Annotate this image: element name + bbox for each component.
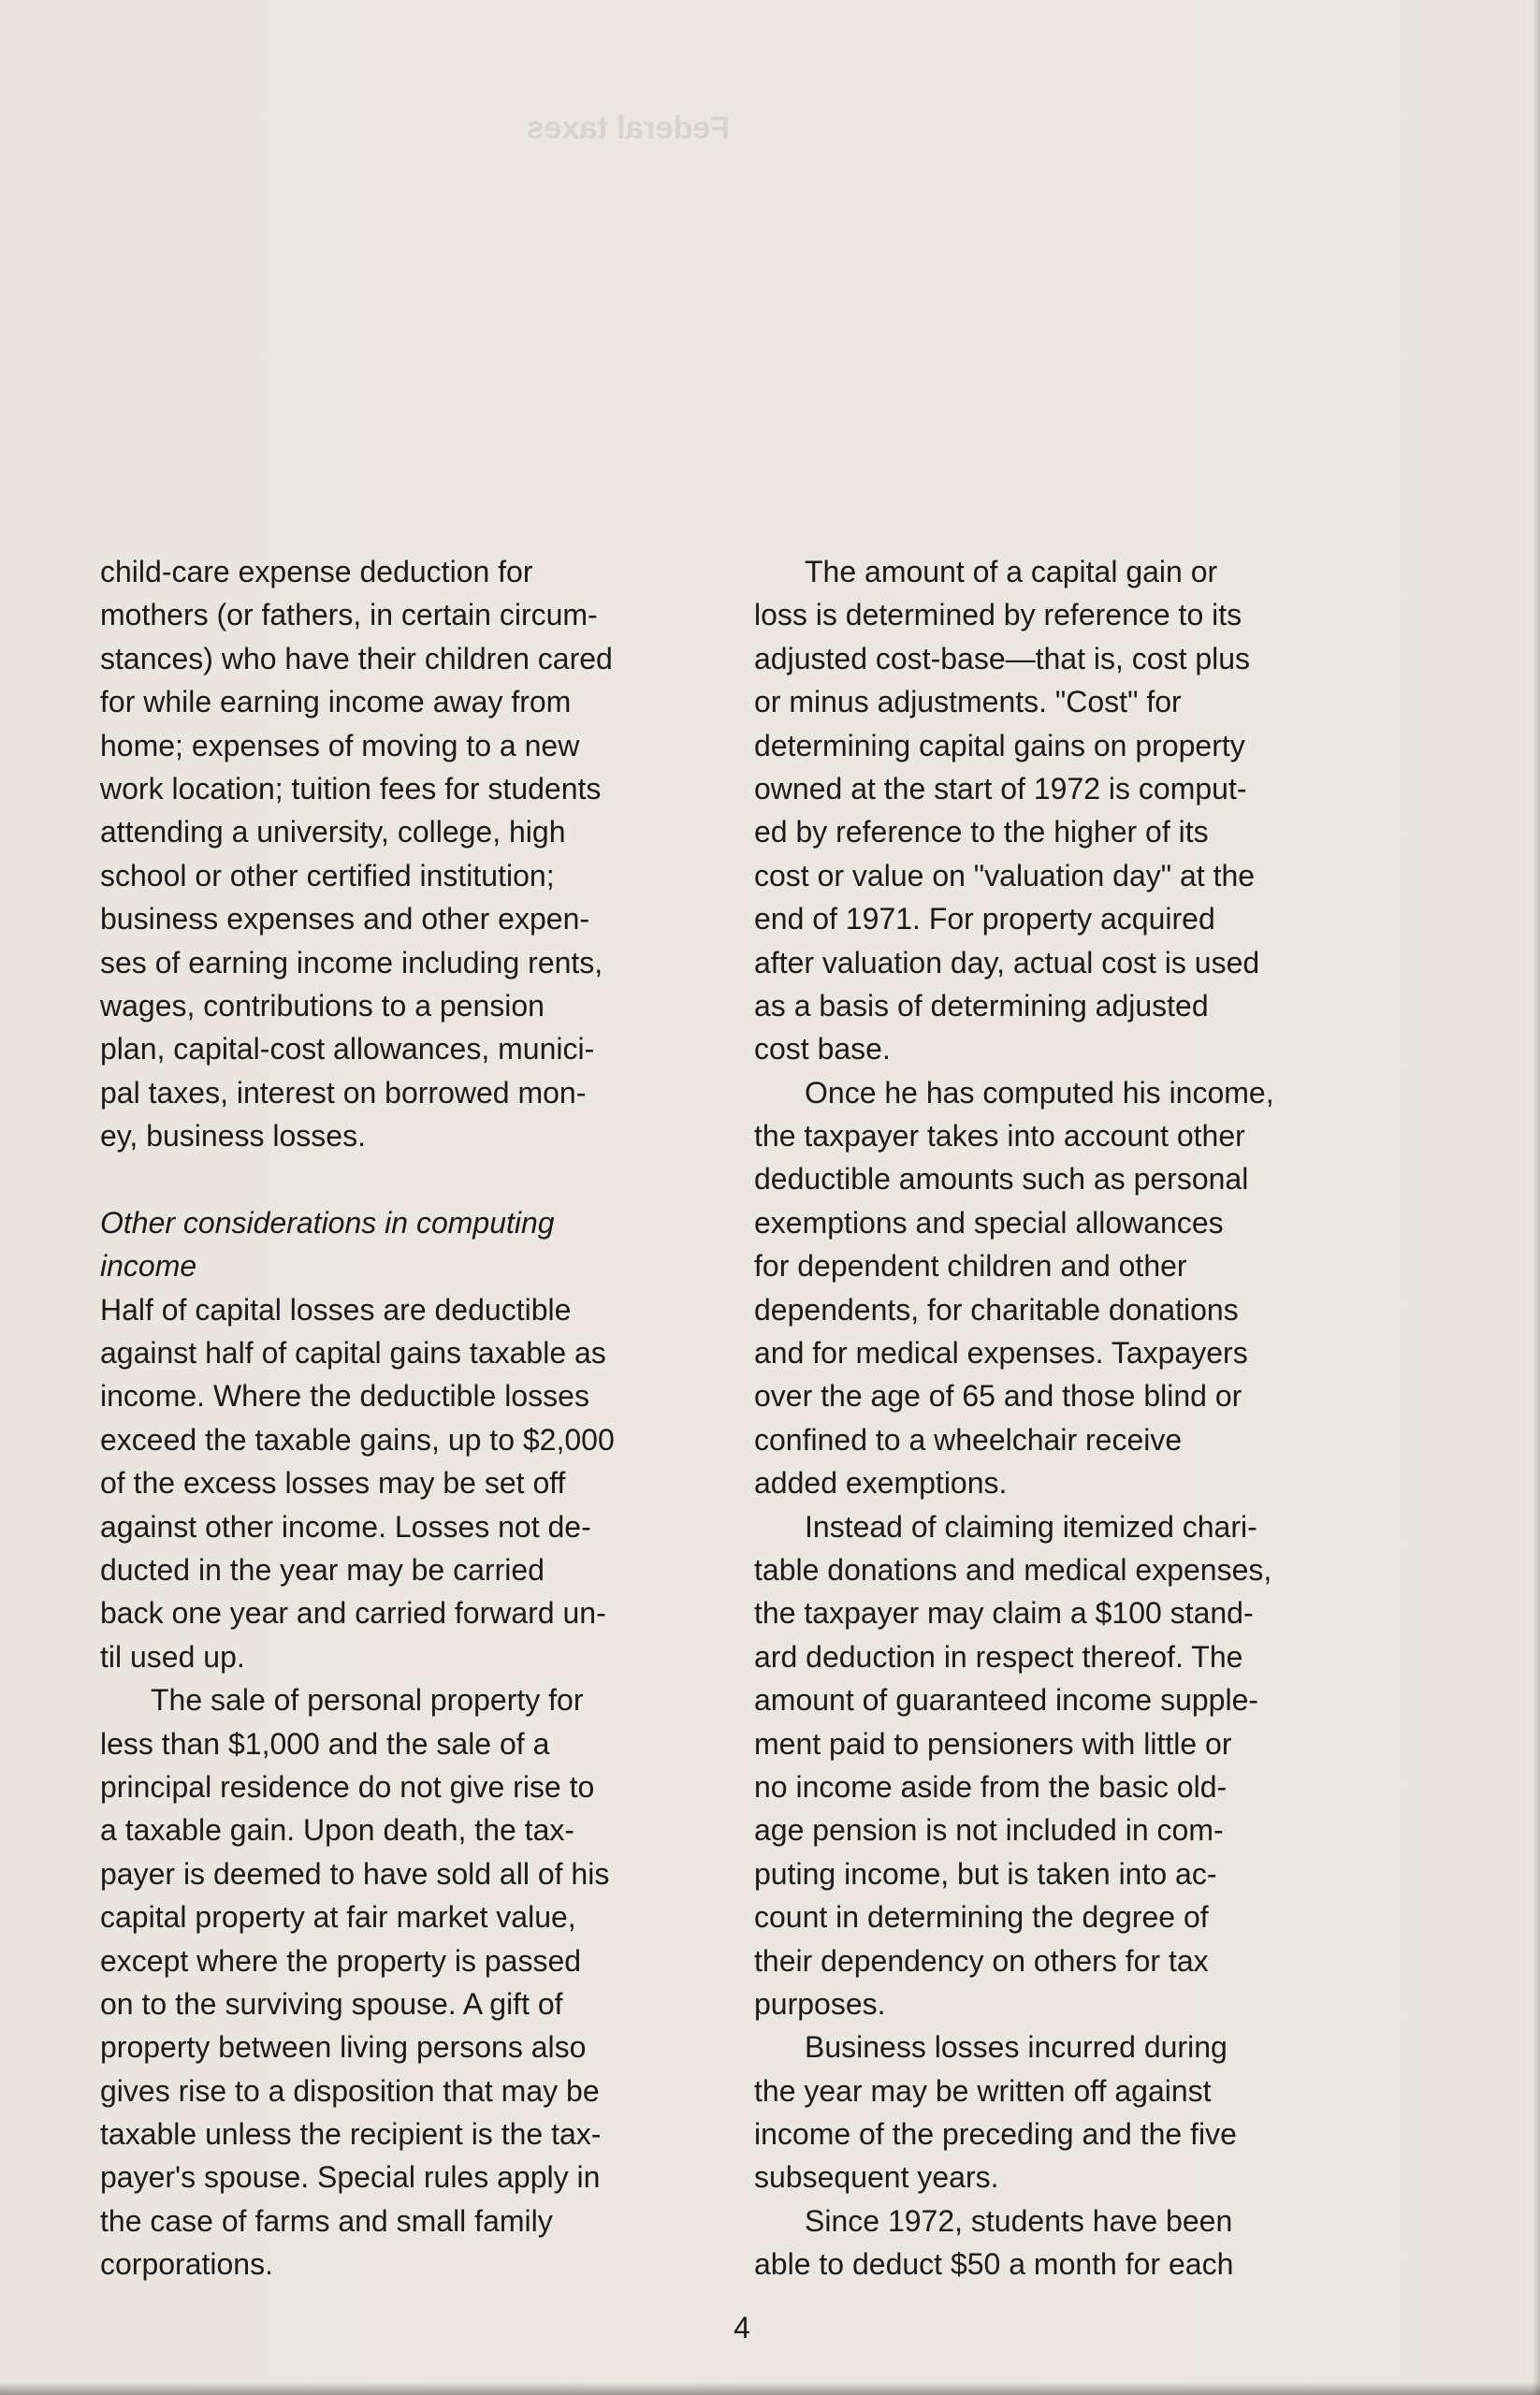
text-line: age pension is not included in com- (754, 1813, 1224, 1848)
text-line: able to deduct $50 a month for each (754, 2247, 1234, 2282)
text-line: or minus adjustments. "Cost" for (754, 685, 1182, 719)
text-line: Instead of claiming itemized chari- (805, 1509, 1257, 1544)
text-line: pal taxes, interest on borrowed mon- (100, 1075, 587, 1110)
text-line: ey, business losses. (100, 1119, 366, 1154)
text-line: child-care expense deduction for (100, 555, 533, 588)
text-line: except where the property is passed (100, 1943, 582, 1978)
text-line: as a basis of determining adjusted (754, 988, 1209, 1023)
text-line: ard deduction in respect thereof. The (754, 1639, 1243, 1674)
page-number: 4 (734, 2311, 750, 2344)
text-line: Since 1972, students have been (805, 2203, 1233, 2238)
text-line: property between living persons also (100, 2030, 587, 2065)
text-line: the case of farms and small family (100, 2203, 553, 2238)
text-line: after valuation day, actual cost is used (754, 945, 1260, 980)
text-line: for while earning income away from (100, 685, 572, 719)
text-line: ed by reference to the higher of its (754, 815, 1209, 849)
text-line: back one year and carried forward un- (100, 1596, 606, 1631)
text-line: purposes. (754, 1986, 886, 2021)
text-line: principal residence do not give rise to (100, 1769, 595, 1804)
page-edge-shadow-bottom (0, 2382, 1540, 2395)
text-line: til used up. (100, 1639, 245, 1674)
text-line: deductible amounts such as personal (754, 1162, 1249, 1197)
text-line: plan, capital-cost allowances, munici- (100, 1032, 595, 1067)
text-line: of the excess losses may be set off (100, 1466, 566, 1501)
bleed-through-heading: Federal taxes (526, 110, 730, 146)
text-line: payer's spouse. Special rules apply in (100, 2160, 601, 2195)
text-line: The amount of a capital gain or (805, 555, 1218, 588)
paragraph-gap (100, 1157, 736, 1200)
text-line: attending a university, college, high (100, 815, 566, 849)
text-line: on to the surviving spouse. A gift of (100, 1986, 563, 2021)
text-line: ment paid to pensioners with little or (754, 1726, 1232, 1761)
text-line: added exemptions. (754, 1466, 1008, 1501)
text-line: Business losses incurred during (805, 2030, 1228, 2065)
text-line: ses of earning income including rents, (100, 945, 603, 980)
text-line: against half of capital gains taxable as (100, 1336, 606, 1371)
left-text-column (100, 550, 736, 2286)
right-text-column (754, 550, 1390, 2286)
text-line: no income aside from the basic old- (754, 1769, 1228, 1804)
text-line: determining capital gains on property (754, 728, 1245, 762)
text-line: owned at the start of 1972 is comput- (754, 771, 1247, 806)
text-line: dependents, for charitable donations (754, 1292, 1239, 1327)
section-heading-line: income (100, 1249, 197, 1284)
text-line: cost base. (754, 1032, 891, 1067)
text-line: gives rise to a disposition that may be (100, 2073, 600, 2108)
text-line: adjusted cost-base—that is, cost plus (754, 641, 1251, 675)
text-line: over the age of 65 and those blind or (754, 1379, 1242, 1414)
text-line: the taxpayer may claim a $100 stand- (754, 1596, 1254, 1631)
text-line: income. Where the deductible losses (100, 1379, 589, 1414)
text-line: taxable unless the recipient is the tax- (100, 2117, 602, 2152)
text-line: less than $1,000 and the sale of a (100, 1726, 550, 1761)
text-line: exceed the taxable gains, up to $2,000 (100, 1422, 615, 1457)
text-line: income of the preceding and the five (754, 2117, 1237, 2152)
text-line: The sale of personal property for (151, 1683, 584, 1718)
text-line: exemptions and special allowances (754, 1205, 1224, 1240)
text-line: stances) who have their children cared (100, 641, 613, 675)
text-line: their dependency on others for tax (754, 1943, 1209, 1978)
text-line: school or other certified institution; (100, 858, 555, 893)
text-line: the taxpayer takes into account other (754, 1119, 1245, 1154)
section-heading-line: Other considerations in computing (100, 1205, 555, 1240)
text-line: mothers (or fathers, in certain circum- (100, 598, 598, 632)
text-line: count in determining the degree of (754, 1900, 1209, 1935)
text-line: loss is determined by reference to its (754, 598, 1242, 632)
text-line: work location; tuition fees for students (100, 771, 602, 806)
text-line: end of 1971. For property acquired (754, 902, 1215, 936)
page-edge-shadow-right (1533, 0, 1540, 2395)
text-line: cost or value on "valuation day" at the (754, 858, 1256, 893)
text-line: confined to a wheelchair receive (754, 1422, 1183, 1457)
text-line: subsequent years. (754, 2160, 999, 2195)
text-line: against other income. Losses not de- (100, 1509, 591, 1544)
text-line: Half of capital losses are deductible (100, 1292, 572, 1327)
text-line: puting income, but is taken into ac- (754, 1856, 1217, 1891)
text-line: Once he has computed his income, (805, 1075, 1274, 1110)
text-line: table donations and medical expenses, (754, 1552, 1272, 1587)
text-line: business expenses and other expen- (100, 902, 590, 936)
text-line: and for medical expenses. Taxpayers (754, 1336, 1248, 1371)
text-line: corporations. (100, 2247, 273, 2282)
text-line: a taxable gain. Upon death, the tax- (100, 1813, 575, 1848)
text-line: for dependent children and other (754, 1249, 1187, 1284)
text-line: home; expenses of moving to a new (100, 728, 580, 762)
text-line: wages, contributions to a pension (100, 988, 545, 1023)
text-line: ducted in the year may be carried (100, 1552, 545, 1587)
text-line: capital property at fair market value, (100, 1900, 576, 1935)
text-line: amount of guaranteed income supple- (754, 1683, 1259, 1718)
text-line: the year may be written off against (754, 2073, 1212, 2108)
text-line: payer is deemed to have sold all of his (100, 1856, 610, 1891)
